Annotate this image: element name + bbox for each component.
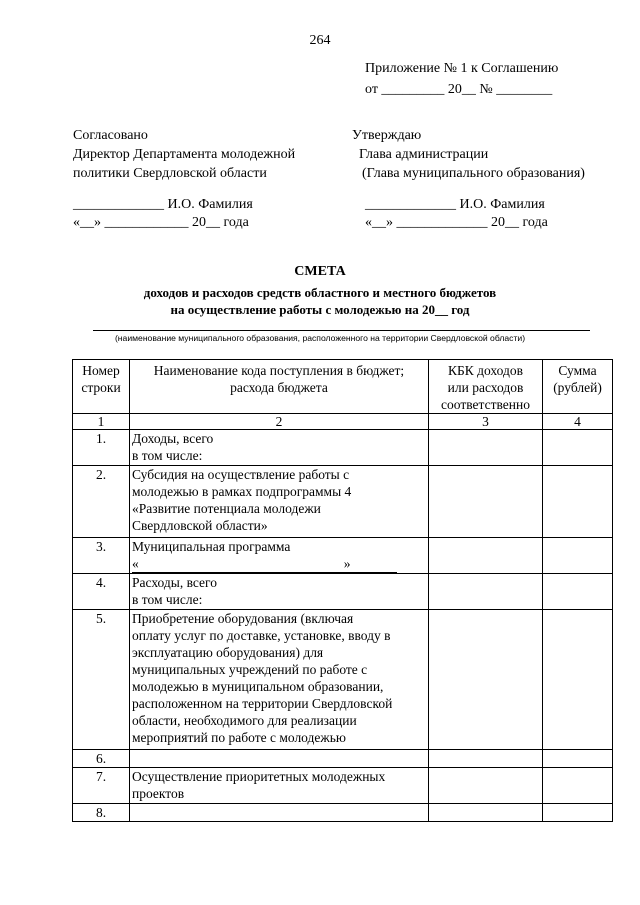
kbk-cell[interactable] xyxy=(429,610,543,750)
document-title: СМЕТА xyxy=(294,264,346,279)
row-number: 1. xyxy=(73,430,130,466)
program-name-fill-line xyxy=(132,555,397,573)
table-row xyxy=(73,466,613,538)
approval-block-right xyxy=(352,126,585,183)
document-subtitle-line-2: на осуществление работы с молодежью на 20__ год xyxy=(170,302,470,317)
document-subtitle-line-1: доходов и расходов средств областного и местного бюджетов xyxy=(143,285,497,300)
row-description: Осуществление приоритетных молодежных проектов xyxy=(130,768,429,804)
amount-cell[interactable] xyxy=(543,466,613,538)
row-description: Субсидия на осуществление работы с молодежью в рамках подпрограммы 4 «Развитие потенциала молодежи Свердловской области» xyxy=(130,466,429,538)
table-row xyxy=(73,750,613,768)
quote-open: « xyxy=(132,556,139,571)
row-number: 7. xyxy=(73,768,130,804)
org-name-caption: (наименование муниципального образования, расположенного на территории Свердловской области) xyxy=(114,333,526,343)
kbk-cell[interactable] xyxy=(429,430,543,466)
table-row xyxy=(73,574,613,610)
table-row xyxy=(73,538,613,574)
approval-left-date: «__» ____________ 20__ года xyxy=(73,215,249,230)
row-number: 4. xyxy=(73,574,130,610)
row-number: 3. xyxy=(73,538,130,574)
approval-right-signature: _____________ И.О. Фамилия xyxy=(365,197,545,212)
row-number: 8. xyxy=(73,804,130,822)
row-number: 2. xyxy=(73,466,130,538)
amount-cell[interactable] xyxy=(543,768,613,804)
kbk-cell[interactable] xyxy=(429,538,543,574)
amount-cell[interactable] xyxy=(543,750,613,768)
kbk-cell[interactable] xyxy=(429,804,543,822)
approval-right-date: «__» _____________ 20__ года xyxy=(365,215,548,230)
row-description[interactable] xyxy=(130,750,429,768)
row-description: Муниципальная программа « » xyxy=(130,538,429,574)
table-row xyxy=(73,610,613,750)
amount-cell[interactable] xyxy=(543,610,613,750)
approval-block-left xyxy=(73,126,295,183)
column-number: 1 xyxy=(73,414,130,430)
amount-cell[interactable] xyxy=(543,538,613,574)
appendix-line-1: Приложение № 1 к Соглашению xyxy=(365,61,559,76)
org-name-fill-line xyxy=(93,330,590,331)
approval-right-title: Утверждаю xyxy=(352,128,422,143)
column-number: 4 xyxy=(543,414,613,430)
quote-close: » xyxy=(343,556,351,571)
amount-cell[interactable] xyxy=(543,430,613,466)
row-number: 6. xyxy=(73,750,130,768)
appendix-reference xyxy=(365,58,558,100)
table-header-row xyxy=(73,360,613,414)
column-number: 3 xyxy=(429,414,543,430)
kbk-cell[interactable] xyxy=(429,466,543,538)
row-description: Доходы, всего в том числе: xyxy=(130,430,429,466)
header-row-number: Номер строки xyxy=(73,360,130,414)
approval-left-signature: _____________ И.О. Фамилия xyxy=(73,197,253,212)
header-kbk-code: КБК доходов или расходов соответственно xyxy=(429,360,543,414)
column-number: 2 xyxy=(130,414,429,430)
kbk-cell[interactable] xyxy=(429,768,543,804)
header-amount: Сумма (рублей) xyxy=(543,360,613,414)
header-item-name: Наименование кода поступления в бюджет; расхода бюджета xyxy=(130,360,429,414)
column-numbering-row xyxy=(73,414,613,430)
row-description: Приобретение оборудования (включая оплату услуг по доставке, установке, вводу в эксплуатацию оборудования) для муниципальных учреждений по работе с молодежью в муниципальном образовании, расположенном на территории Свердловской области, необходимого для реализации мероприятий по работе с молодежью xyxy=(130,610,429,750)
kbk-cell[interactable] xyxy=(429,750,543,768)
table-row xyxy=(73,768,613,804)
amount-cell[interactable] xyxy=(543,804,613,822)
approval-left-title: Согласовано xyxy=(73,128,148,143)
document-subtitle xyxy=(0,284,640,318)
row-description: Расходы, всего в том числе: xyxy=(130,574,429,610)
table-row xyxy=(73,430,613,466)
table-row xyxy=(73,804,613,822)
approval-right-line-1: Глава администрации xyxy=(359,147,489,162)
amount-cell[interactable] xyxy=(543,574,613,610)
page-number: 264 xyxy=(309,33,331,48)
kbk-cell[interactable] xyxy=(429,574,543,610)
approval-left-line-1: Директор Департамента молодежной xyxy=(73,147,296,162)
approval-left-line-2: политики Свердловской области xyxy=(73,166,267,181)
budget-estimate-table xyxy=(72,359,613,822)
table-body xyxy=(73,414,613,822)
row-description[interactable] xyxy=(130,804,429,822)
appendix-line-2: от _________ 20__ № ________ xyxy=(365,82,553,97)
approval-right-line-2: (Глава муниципального образования) xyxy=(362,166,585,181)
row-number: 5. xyxy=(73,610,130,750)
